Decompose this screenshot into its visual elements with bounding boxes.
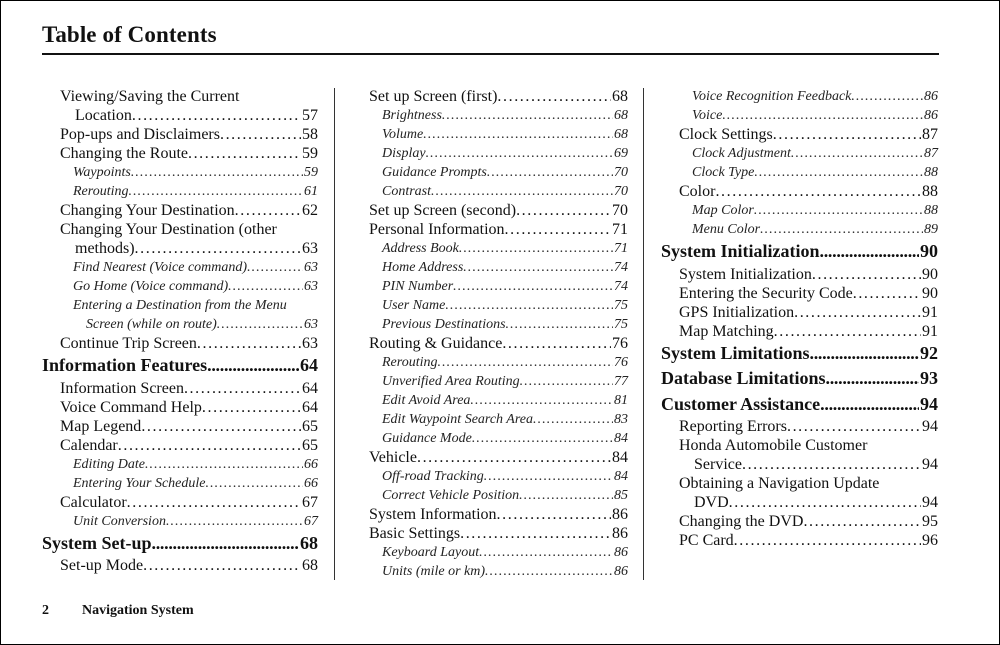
toc-entry bbox=[661, 201, 938, 220]
toc-entry-label: methods) bbox=[75, 240, 135, 257]
toc-entry bbox=[42, 296, 318, 315]
dot-leader bbox=[791, 144, 923, 163]
toc-page-number: 64 bbox=[302, 398, 318, 416]
toc-page-number: 86 bbox=[612, 506, 628, 523]
toc-entry-label: Viewing/Saving the Current bbox=[60, 88, 240, 105]
dot-leader bbox=[442, 106, 613, 125]
dot-leader bbox=[431, 182, 613, 201]
dot-leader bbox=[774, 322, 921, 341]
toc-entry-label: Calendar bbox=[60, 436, 118, 454]
dot-leader bbox=[826, 366, 919, 392]
toc-entry bbox=[42, 277, 318, 296]
dot-leader bbox=[851, 87, 923, 106]
toc-entry-label: Voice bbox=[692, 108, 723, 123]
toc-page-number: 88 bbox=[924, 203, 938, 218]
toc-entry bbox=[351, 125, 628, 144]
dot-leader bbox=[810, 341, 920, 367]
toc-entry-label: DVD bbox=[694, 494, 729, 511]
toc-entry-label: Off-road Tracking bbox=[382, 469, 484, 484]
toc-entry-label: Brightness bbox=[382, 108, 442, 123]
toc-entry bbox=[351, 182, 628, 201]
toc-entry bbox=[661, 493, 938, 512]
toc-entry bbox=[351, 315, 628, 334]
footer-page-number: 2 bbox=[42, 603, 49, 618]
toc-page-number: 59 bbox=[304, 165, 318, 180]
toc-page-number: 68 bbox=[300, 532, 318, 553]
toc-entry bbox=[351, 163, 628, 182]
toc-entry bbox=[661, 417, 938, 436]
toc-entry bbox=[351, 144, 628, 163]
toc-page-number: 63 bbox=[302, 240, 318, 257]
toc-entry bbox=[42, 201, 318, 220]
toc-page-number: 68 bbox=[614, 127, 628, 142]
dot-leader bbox=[184, 379, 301, 398]
toc-entry-label: System Set-up bbox=[42, 532, 152, 553]
dot-leader bbox=[463, 258, 613, 277]
toc-page-number: 94 bbox=[922, 418, 938, 435]
toc-entry bbox=[42, 239, 318, 258]
toc-entry-label: Vehicle bbox=[369, 449, 417, 466]
toc-page-number: 68 bbox=[302, 557, 318, 574]
toc-page-number: 57 bbox=[302, 107, 318, 124]
dot-leader bbox=[166, 512, 303, 531]
toc-entry bbox=[661, 303, 938, 322]
dot-leader bbox=[207, 353, 299, 379]
toc-page-number: 67 bbox=[302, 493, 318, 511]
toc-page-number: 90 bbox=[920, 241, 938, 261]
toc-section-heading bbox=[661, 239, 938, 265]
toc-page-number: 81 bbox=[614, 393, 628, 408]
toc-entry bbox=[661, 144, 938, 163]
toc-entry bbox=[351, 106, 628, 125]
toc-column-1 bbox=[42, 87, 318, 575]
toc-entry bbox=[351, 277, 628, 296]
toc-section-heading bbox=[661, 341, 938, 367]
toc-entry-label: Edit Waypoint Search Area bbox=[382, 412, 533, 427]
toc-page-number: 86 bbox=[614, 545, 628, 560]
toc-page-number: 74 bbox=[614, 279, 628, 294]
toc-page-number: 94 bbox=[920, 393, 938, 414]
toc-entry-label: PIN Number bbox=[382, 279, 454, 294]
dot-leader bbox=[247, 258, 303, 277]
dot-leader bbox=[470, 391, 613, 410]
dot-leader bbox=[533, 410, 613, 429]
toc-entry-label: Contrast bbox=[382, 184, 432, 199]
dot-leader bbox=[787, 417, 921, 436]
toc-page-number: 86 bbox=[614, 564, 628, 579]
toc-entry bbox=[42, 512, 318, 531]
dot-leader bbox=[773, 125, 921, 144]
toc-entry bbox=[351, 505, 628, 524]
toc-entry bbox=[351, 334, 628, 353]
toc-entry bbox=[351, 448, 628, 467]
toc-page-number: 66 bbox=[304, 475, 318, 491]
toc-page-number: 70 bbox=[614, 184, 628, 199]
toc-page-number: 88 bbox=[924, 165, 938, 180]
toc-page-number: 92 bbox=[920, 342, 938, 363]
dot-leader bbox=[417, 448, 611, 467]
toc-page-number: 62 bbox=[302, 202, 318, 219]
dot-leader bbox=[135, 239, 301, 258]
toc-entry-label: Address Book bbox=[382, 241, 459, 256]
dot-leader bbox=[460, 524, 611, 543]
column-divider-1 bbox=[334, 88, 335, 580]
dot-leader bbox=[506, 315, 613, 334]
toc-entry bbox=[351, 87, 628, 106]
toc-page-number: 90 bbox=[922, 284, 938, 302]
toc-page-number: 75 bbox=[614, 298, 628, 313]
toc-entry-label: Routing & Guidance bbox=[369, 335, 503, 352]
toc-entry-label: Unit Conversion bbox=[73, 513, 166, 529]
toc-page-number: 85 bbox=[614, 488, 628, 503]
toc-page-number: 89 bbox=[924, 222, 938, 237]
toc-entry-label: Reporting Errors bbox=[679, 418, 787, 435]
toc-entry bbox=[661, 455, 938, 474]
dot-leader bbox=[220, 125, 301, 144]
toc-page-number: 87 bbox=[922, 126, 938, 143]
toc-entry-label: Entering the Security Code bbox=[679, 284, 853, 302]
toc-entry bbox=[42, 417, 318, 436]
dot-leader bbox=[722, 106, 923, 125]
toc-entry bbox=[42, 455, 318, 474]
dot-leader bbox=[205, 474, 303, 493]
toc-page-number: 59 bbox=[302, 145, 318, 162]
toc-entry-label: GPS Initialization bbox=[679, 303, 795, 321]
toc-page-number: 76 bbox=[614, 355, 628, 370]
toc-page-number: 63 bbox=[302, 335, 318, 352]
dot-leader bbox=[131, 163, 303, 182]
toc-page-number: 77 bbox=[614, 374, 628, 389]
toc-entry-label: Map Legend bbox=[60, 417, 142, 435]
dot-leader bbox=[152, 531, 299, 557]
toc-entry bbox=[351, 410, 628, 429]
toc-entry-label: Guidance Prompts bbox=[382, 165, 487, 180]
dot-leader bbox=[742, 455, 921, 474]
toc-entry-label: Editing Date bbox=[73, 456, 145, 472]
toc-entry bbox=[661, 474, 938, 493]
dot-leader bbox=[487, 163, 613, 182]
dot-leader bbox=[519, 486, 613, 505]
toc-entry-label: Continue Trip Screen bbox=[60, 335, 197, 352]
toc-entry-label: Clock Settings bbox=[679, 126, 773, 143]
dot-leader bbox=[127, 493, 301, 512]
toc-entry bbox=[42, 315, 318, 334]
toc-entry bbox=[661, 163, 938, 182]
toc-entry-label: Changing the DVD bbox=[679, 513, 804, 530]
dot-leader bbox=[485, 562, 613, 581]
toc-section-heading bbox=[42, 531, 318, 557]
toc-page-number: 88 bbox=[922, 183, 938, 200]
toc-page-number: 86 bbox=[612, 525, 628, 542]
toc-page-number: 66 bbox=[304, 456, 318, 472]
toc-entry bbox=[42, 556, 318, 575]
dot-leader bbox=[132, 106, 301, 125]
toc-entry-label: System Information bbox=[369, 506, 497, 523]
toc-column-2 bbox=[351, 87, 628, 581]
dot-leader bbox=[505, 220, 611, 239]
dot-leader bbox=[502, 334, 611, 353]
toc-entry-label: Correct Vehicle Position bbox=[382, 488, 520, 503]
toc-page-number: 83 bbox=[614, 412, 628, 427]
toc-entry-label: System Initialization bbox=[679, 265, 812, 283]
toc-page-number: 63 bbox=[304, 260, 318, 275]
toc-entry-label: Customer Assistance bbox=[661, 393, 821, 414]
toc-page-number: 63 bbox=[304, 317, 318, 332]
toc-entry bbox=[42, 182, 318, 201]
toc-entry-label: Find Nearest (Voice command) bbox=[73, 260, 248, 275]
toc-entry bbox=[661, 436, 938, 455]
dot-leader bbox=[794, 303, 921, 322]
toc-entry-label: Waypoints bbox=[73, 165, 131, 180]
toc-entry bbox=[351, 524, 628, 543]
dot-leader bbox=[453, 277, 613, 296]
toc-page-number: 86 bbox=[924, 108, 938, 123]
toc-entry-label: Guidance Mode bbox=[382, 431, 472, 446]
toc-entry bbox=[351, 296, 628, 315]
toc-entry-label: Basic Settings bbox=[369, 525, 461, 542]
toc-page-number: 84 bbox=[614, 469, 628, 484]
toc-entry-label: Color bbox=[679, 183, 716, 200]
toc-page-number: 68 bbox=[614, 108, 628, 123]
dot-leader bbox=[520, 372, 613, 391]
dot-leader bbox=[143, 556, 301, 575]
toc-entry-label: Map Matching bbox=[679, 322, 774, 340]
toc-entry-label: Honda Automobile Customer bbox=[679, 437, 868, 454]
toc-page-number: 58 bbox=[302, 126, 318, 143]
toc-entry bbox=[42, 258, 318, 277]
dot-leader bbox=[484, 467, 613, 486]
dot-leader bbox=[445, 296, 613, 315]
toc-page-number: 94 bbox=[922, 456, 938, 473]
toc-entry-label: Set up Screen (first) bbox=[369, 88, 498, 105]
dot-leader bbox=[128, 182, 303, 201]
toc-page-number: 86 bbox=[924, 89, 938, 104]
toc-entry bbox=[351, 239, 628, 258]
dot-leader bbox=[497, 87, 611, 106]
toc-entry bbox=[661, 322, 938, 341]
toc-page-number: 64 bbox=[300, 355, 318, 375]
toc-entry bbox=[351, 258, 628, 277]
toc-entry bbox=[661, 182, 938, 201]
dot-leader bbox=[426, 144, 613, 163]
toc-entry-label: Database Limitations bbox=[661, 368, 826, 388]
toc-entry-label: Units (mile or km) bbox=[382, 564, 486, 579]
toc-entry bbox=[42, 125, 318, 144]
dot-leader bbox=[516, 201, 611, 220]
toc-entry bbox=[661, 512, 938, 531]
toc-entry-label: Rerouting bbox=[382, 355, 438, 370]
toc-page-number: 90 bbox=[922, 265, 938, 283]
toc-entry-label: Entering a Destination from the Menu bbox=[73, 298, 287, 313]
toc-entry bbox=[351, 562, 628, 581]
toc-entry bbox=[42, 379, 318, 398]
toc-entry-label: Voice Command Help bbox=[60, 398, 202, 416]
toc-entry bbox=[351, 486, 628, 505]
dot-leader bbox=[729, 493, 921, 512]
dot-leader bbox=[228, 277, 303, 296]
toc-entry-label: Pop-ups and Disclaimers bbox=[60, 126, 220, 143]
column-divider-2 bbox=[643, 88, 644, 580]
toc-entry bbox=[661, 284, 938, 303]
dot-leader bbox=[803, 512, 921, 531]
toc-page-number: 70 bbox=[614, 165, 628, 180]
dot-leader bbox=[715, 182, 921, 201]
toc-entry-label: PC Card bbox=[679, 532, 734, 549]
toc-entry bbox=[351, 372, 628, 391]
toc-entry-label: Calculator bbox=[60, 493, 127, 511]
dot-leader bbox=[141, 417, 301, 436]
toc-entry bbox=[661, 220, 938, 239]
toc-entry bbox=[351, 391, 628, 410]
dot-leader bbox=[472, 429, 613, 448]
toc-entry-label: Clock Adjustment bbox=[692, 146, 791, 161]
toc-entry bbox=[351, 220, 628, 239]
toc-entry-label: Volume bbox=[382, 127, 424, 142]
toc-entry-label: Home Address bbox=[382, 260, 464, 275]
toc-entry-label: Changing Your Destination bbox=[60, 202, 235, 219]
dot-leader bbox=[754, 201, 923, 220]
toc-page-number: 96 bbox=[922, 532, 938, 549]
toc-entry-label: Previous Destinations bbox=[382, 317, 506, 332]
toc-page-number: 91 bbox=[922, 322, 938, 340]
toc-entry-label: Set up Screen (second) bbox=[369, 202, 517, 219]
dot-leader bbox=[497, 505, 611, 524]
dot-leader bbox=[145, 455, 303, 474]
dot-leader bbox=[118, 436, 301, 455]
toc-entry-label: System Initialization bbox=[661, 241, 820, 261]
toc-entry-label: Service bbox=[694, 456, 742, 473]
toc-entry-label: Edit Avoid Area bbox=[382, 393, 471, 408]
toc-page-number: 69 bbox=[614, 146, 628, 161]
toc-entry-label: Information Screen bbox=[60, 379, 184, 397]
toc-section-heading bbox=[661, 392, 938, 418]
dot-leader bbox=[235, 201, 301, 220]
toc-entry bbox=[42, 87, 318, 106]
toc-page-number: 91 bbox=[922, 303, 938, 321]
toc-entry-label: Keyboard Layout bbox=[382, 545, 480, 560]
toc-entry-label: Information Features bbox=[42, 355, 208, 375]
toc-entry-label: Voice Recognition Feedback bbox=[692, 89, 852, 104]
toc-page-number: 65 bbox=[302, 417, 318, 435]
toc-entry bbox=[661, 125, 938, 144]
toc-entry-label: Unverified Area Routing bbox=[382, 374, 520, 389]
toc-entry bbox=[351, 353, 628, 372]
toc-entry-label: Changing Your Destination (other bbox=[60, 221, 277, 238]
footer-book-title: Navigation System bbox=[82, 603, 194, 618]
dot-leader bbox=[734, 531, 921, 550]
toc-entry bbox=[42, 436, 318, 455]
toc-section-heading bbox=[42, 353, 318, 379]
toc-entry bbox=[42, 144, 318, 163]
toc-page-number: 68 bbox=[612, 88, 628, 105]
toc-entry bbox=[661, 87, 938, 106]
toc-entry bbox=[661, 531, 938, 550]
toc-page-number: 95 bbox=[922, 513, 938, 530]
toc-entry bbox=[42, 163, 318, 182]
toc-page-number: 76 bbox=[612, 335, 628, 352]
dot-leader bbox=[217, 315, 303, 334]
dot-leader bbox=[188, 144, 301, 163]
toc-page-number: 84 bbox=[612, 449, 628, 466]
dot-leader bbox=[423, 125, 613, 144]
toc-entry bbox=[351, 467, 628, 486]
toc-page-number: 87 bbox=[924, 146, 938, 161]
toc-entry-label: Personal Information bbox=[369, 221, 505, 238]
toc-entry-label: Location bbox=[75, 107, 132, 124]
toc-entry-label: System Limitations bbox=[661, 342, 810, 363]
toc-entry-label: Screen (while on route) bbox=[86, 317, 217, 332]
toc-entry-label: Changing the Route bbox=[60, 145, 188, 162]
toc-entry bbox=[351, 429, 628, 448]
toc-page-number: 75 bbox=[614, 317, 628, 332]
toc-page-number: 67 bbox=[304, 513, 318, 529]
toc-entry bbox=[42, 220, 318, 239]
toc-entry bbox=[351, 543, 628, 562]
dot-leader bbox=[459, 239, 613, 258]
dot-leader bbox=[812, 265, 921, 284]
title-rule bbox=[42, 53, 939, 55]
toc-entry bbox=[42, 493, 318, 512]
toc-page-number: 65 bbox=[302, 436, 318, 454]
toc-entry bbox=[661, 265, 938, 284]
dot-leader bbox=[479, 543, 613, 562]
dot-leader bbox=[760, 220, 923, 239]
toc-entry bbox=[42, 106, 318, 125]
toc-page-number: 71 bbox=[614, 241, 628, 256]
toc-entry-label: Clock Type bbox=[692, 165, 755, 180]
toc-entry-label: Rerouting bbox=[73, 184, 129, 199]
toc-entry-label: Map Color bbox=[692, 203, 754, 218]
toc-column-3 bbox=[661, 87, 938, 550]
toc-entry-label: Go Home (Voice command) bbox=[73, 279, 229, 294]
toc-entry bbox=[42, 398, 318, 417]
toc-entry-label: Entering Your Schedule bbox=[73, 475, 206, 491]
toc-page-number: 71 bbox=[612, 221, 628, 238]
page-footer bbox=[42, 603, 194, 619]
dot-leader bbox=[754, 163, 923, 182]
toc-page-number: 64 bbox=[302, 379, 318, 397]
toc-entry-label: Obtaining a Navigation Update bbox=[679, 475, 880, 492]
dot-leader bbox=[820, 392, 919, 418]
dot-leader bbox=[202, 398, 301, 417]
toc-page-number: 84 bbox=[614, 431, 628, 446]
toc-entry bbox=[661, 106, 938, 125]
toc-entry-label: Display bbox=[382, 146, 426, 161]
toc-entry-label: Menu Color bbox=[692, 222, 761, 237]
toc-page-number: 61 bbox=[304, 184, 318, 199]
dot-leader bbox=[197, 334, 301, 353]
toc-page-number: 94 bbox=[922, 494, 938, 511]
toc-page-number: 74 bbox=[614, 260, 628, 275]
dot-leader bbox=[437, 353, 613, 372]
page-title: Table of Contents bbox=[42, 22, 217, 47]
toc-entry bbox=[42, 474, 318, 493]
dot-leader bbox=[820, 239, 919, 265]
toc-section-heading bbox=[661, 366, 938, 392]
toc-entry-label: User Name bbox=[382, 298, 446, 313]
toc-page-number: 70 bbox=[612, 202, 628, 219]
toc-entry bbox=[351, 201, 628, 220]
toc-entry bbox=[42, 334, 318, 353]
dot-leader bbox=[853, 284, 921, 303]
toc-page-number: 63 bbox=[304, 279, 318, 294]
toc-entry-label: Set-up Mode bbox=[60, 557, 144, 574]
toc-page-number: 93 bbox=[920, 368, 938, 388]
